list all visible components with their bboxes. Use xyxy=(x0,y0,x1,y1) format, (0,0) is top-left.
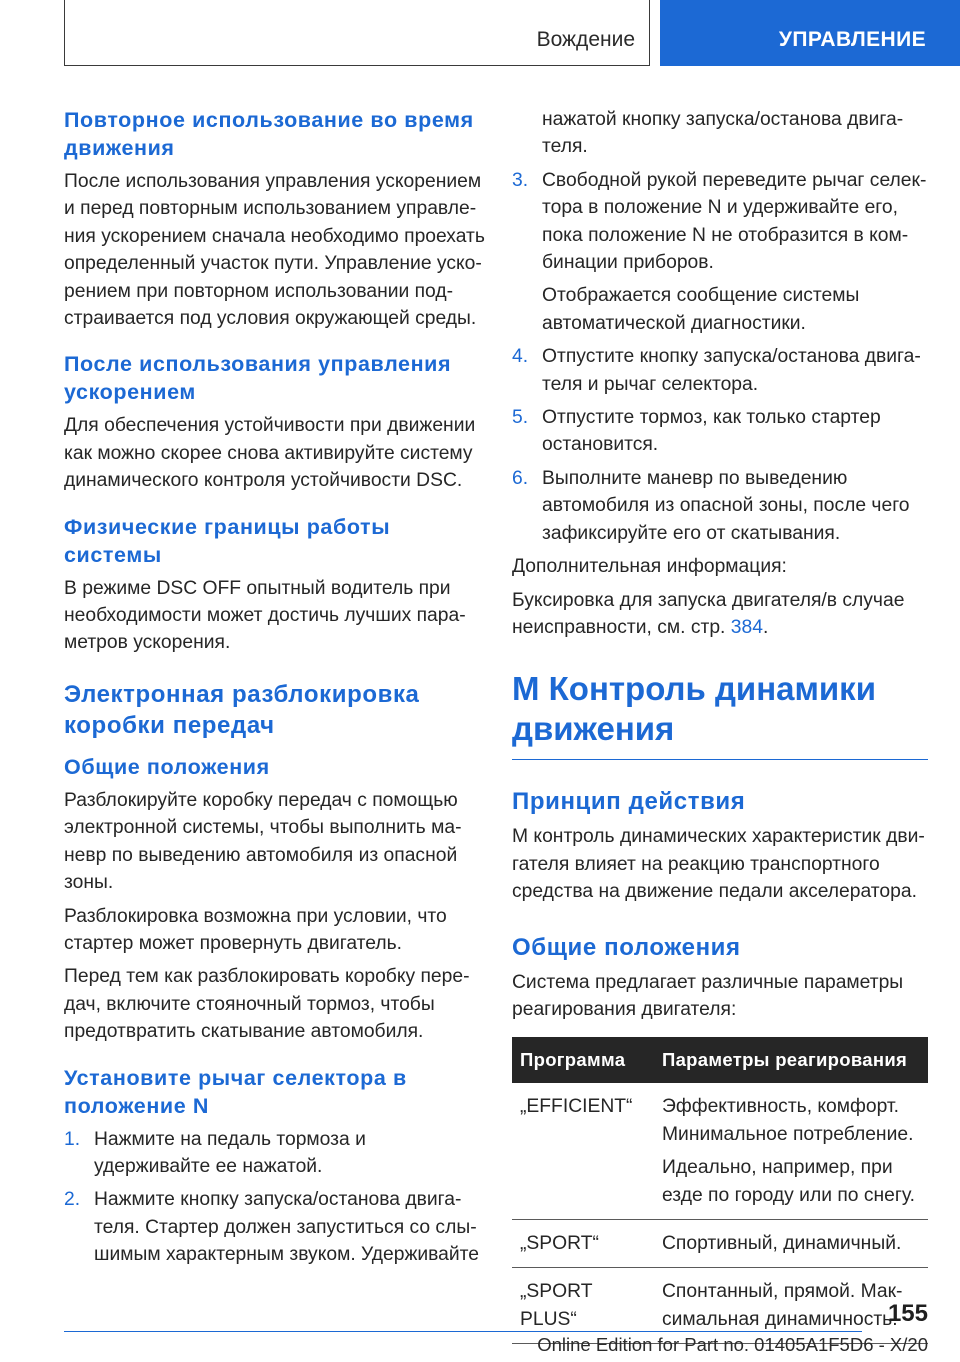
heading-electronic-unlock: Электронная разблокировка коробки передач xyxy=(64,680,420,739)
cell-description xyxy=(654,1083,928,1219)
paragraph-principle: M контроль динамических характеристик двигателя влияет на реакцию транспортного средства на движение педали акселератора. xyxy=(512,826,925,903)
table-row xyxy=(512,1219,928,1267)
paragraph-general-3: Перед тем как разблокировать коробку передач, включите стояночный тормоз, чтобы предотвратить скатывание автомобиля. xyxy=(64,966,470,1043)
left-column xyxy=(64,106,486,1275)
paragraph-physical-limits: В режиме DSC OFF опытный водитель при необходимости может достичь лучших параметров ускорения. xyxy=(64,577,466,654)
footer-edition: Online Edition for Part no. 01405A1F5D6 - X/20 xyxy=(537,1334,928,1355)
chapter-title: УПРАВЛЕНИЕ xyxy=(778,28,926,51)
step-text: Отпустите тормоз, как только стартер остановится. xyxy=(542,407,881,456)
step-text: Отпустите кнопку запуска/останова двигателя и рычаг селектора. xyxy=(542,346,921,395)
cell-program: „SPORT PLUS“ xyxy=(512,1268,654,1344)
table-header-row xyxy=(512,1037,928,1083)
heading-after-use: После использования управления ускорением xyxy=(64,352,452,405)
section-title: Вождение xyxy=(536,28,635,51)
heading-principle: Принцип действия xyxy=(512,788,746,816)
step-item xyxy=(512,465,928,547)
cell-program: „SPORT“ xyxy=(512,1219,654,1267)
step-continuation: нажатой кнопку запуска/останова двигателя. xyxy=(542,109,904,158)
step-number: 2. xyxy=(64,1189,81,1211)
heading-general-right: Общие положения xyxy=(512,933,741,961)
footer-divider xyxy=(64,1331,862,1332)
right-column xyxy=(512,106,928,1344)
step-item xyxy=(64,1186,486,1268)
paragraph-general-right: Система предлагает различные параметры реагирования двигателя: xyxy=(512,971,904,1020)
step-number: 4. xyxy=(512,346,529,368)
step-item xyxy=(512,343,928,398)
towing-reference xyxy=(512,587,928,642)
step-item xyxy=(512,404,928,459)
step-text: Нажмите кнопку запуска/останова двигателя. Стартер должен запуститься со слышимым характерным звуком. Удерживайте xyxy=(94,1189,480,1266)
paragraph-general-1: Разблокируйте коробку передач с помощью электронной системы, чтобы выполнить маневр по выведению автомобиля из опасной зоны. xyxy=(64,789,462,894)
towing-end: . xyxy=(762,616,769,638)
more-info-label: Дополнительная информация: xyxy=(512,556,787,578)
cell-description xyxy=(654,1268,928,1344)
table-row xyxy=(512,1083,928,1219)
cell-desc-line: Эффективность, комфорт. Минимальное потребление. xyxy=(662,1096,914,1145)
page-link-384[interactable]: 384 xyxy=(730,616,763,638)
table-row xyxy=(512,1268,928,1344)
paragraph-after-use: Для обеспечения устойчивости при движении как можно скорее снова активируйте систему динамического контроля устойчивости DSC. xyxy=(64,415,476,492)
paragraph-reuse: После использования управления ускорением и перед повторным использованием управления ускорением сначала необходимо проехать определенный участок пути. Управление ускорением при повторном использовании подстраивается под условия окружающей среды. xyxy=(64,171,485,330)
step-text: Свободной рукой переведите рычаг селектора в положение N и удерживайте его, пока положение N не отобразится в комбинации приборов. xyxy=(542,169,927,274)
heading-physical-limits: Физические границы работы системы xyxy=(64,514,391,567)
cell-program: „EFFICIENT“ xyxy=(512,1083,654,1219)
step-text: Выполните маневр по выведению автомобиля из опасной зоны, после чего зафиксируйте его от скатывания. xyxy=(542,467,910,544)
step-number: 3. xyxy=(512,169,529,191)
column-header-params: Параметры реагирования xyxy=(654,1037,928,1083)
cell-desc-line: Идеально, например, при езде по городу или по снегу. xyxy=(662,1157,915,1206)
cell-description xyxy=(654,1219,928,1267)
step-text: Нажмите на педаль тормоза и удерживайте ее нажатой. xyxy=(94,1128,366,1177)
step-number: 1. xyxy=(64,1128,81,1150)
heading-selector-n: Установите рычаг селектора в положение N xyxy=(64,1065,407,1118)
column-header-program: Программа xyxy=(512,1037,654,1083)
page-number: 155 xyxy=(887,1300,928,1327)
step-number: 5. xyxy=(512,407,529,429)
paragraph-general-2: Разблокировка возможна при условии, что стартер может провернуть двигатель. xyxy=(64,905,447,954)
header-chapter-tab xyxy=(660,0,960,66)
heading-general-left: Общие положения xyxy=(64,754,270,779)
step-item xyxy=(512,167,928,277)
cell-desc-line: Спонтанный, прямой. Максимальная динамичность. xyxy=(662,1281,903,1330)
header-section-tab xyxy=(64,0,650,66)
cell-desc-line: Спортивный, динамичный. xyxy=(662,1232,902,1254)
programs-table xyxy=(512,1037,928,1344)
heading-reuse: Повторное использование во время движения xyxy=(64,108,474,160)
step-number: 6. xyxy=(512,467,529,489)
step-note: Отображается сообщение системы автоматической диагностики. xyxy=(542,285,860,334)
heading-m-dynamic-control: M Контроль динамики движения xyxy=(512,669,928,760)
towing-text: Буксировка для запуска двигателя/в случае неисправности, см. стр. xyxy=(512,589,905,638)
step-item xyxy=(64,1126,486,1181)
